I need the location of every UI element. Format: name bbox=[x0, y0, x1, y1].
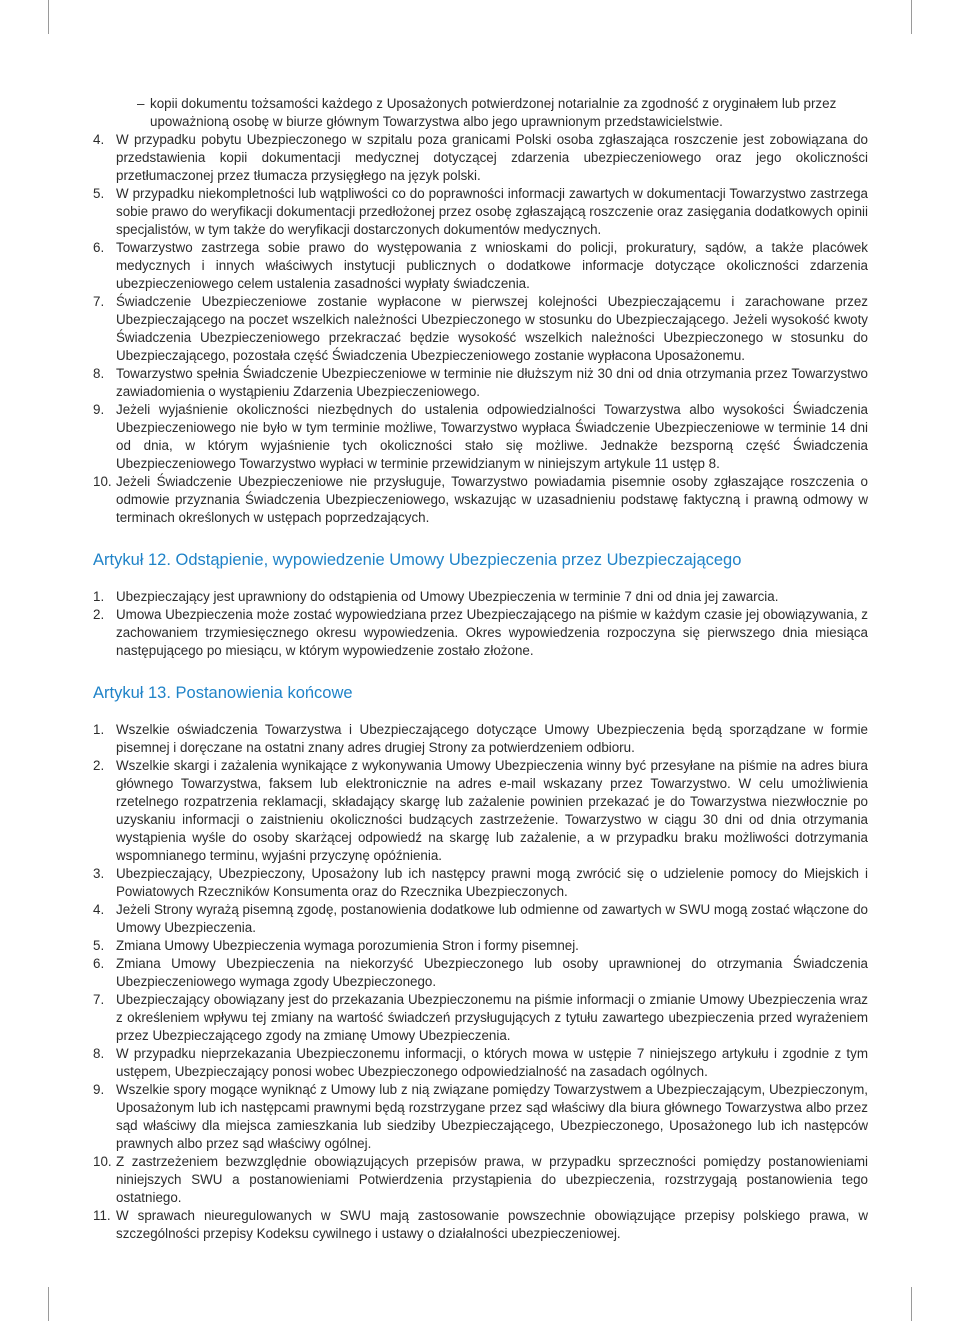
item-number: 6. bbox=[93, 240, 105, 255]
item-number: 1. bbox=[93, 589, 105, 604]
item-number: 8. bbox=[93, 1046, 105, 1061]
crop-mark bbox=[911, 0, 912, 34]
crop-mark bbox=[48, 0, 49, 34]
article-13-list bbox=[93, 721, 868, 1243]
item-number: 2. bbox=[93, 607, 105, 622]
article-12-list bbox=[93, 588, 868, 660]
item-number: 6. bbox=[93, 956, 105, 971]
item-number: 5. bbox=[93, 186, 105, 201]
item-number: 9. bbox=[93, 402, 105, 417]
item-text: Zmiana Umowy Ubezpieczenia wymaga porozumienia Stron i formy pisemnej. bbox=[116, 938, 579, 953]
item-number: 1. bbox=[93, 722, 105, 737]
item-text: Towarzystwo spełnia Świadczenie Ubezpieczeniowe w terminie nie dłuższym niż 30 dni od dnia otrzymania przez Towarzystwo zawiadomienia o wystąpieniu Zdarzenia Ubezpieczeniowego. bbox=[116, 366, 868, 399]
list-item bbox=[93, 131, 868, 185]
item-text: W sprawach nieuregulowanych w SWU mają zastosowanie powszechnie obowiązujące przepisy polskiego prawa, w szczególności przepisy Kodeksu cywilnego i ustawy o działalności ubezpieczeniowej. bbox=[116, 1208, 868, 1241]
list-item bbox=[93, 721, 868, 757]
item-text: Jeżeli Strony wyrażą pisemną zgodę, postanowienia dodatkowe lub odmienne od zawartych w SWU mogą zostać włączone do Umowy Ubezpieczenia. bbox=[116, 902, 868, 935]
list-item bbox=[93, 1153, 868, 1207]
article-13-heading: Artykuł 13. Postanowienia końcowe bbox=[93, 684, 353, 702]
numbered-list bbox=[93, 131, 868, 527]
list-item bbox=[93, 473, 868, 527]
item-text: W przypadku pobytu Ubezpieczonego w szpitalu poza granicami Polski osoba zgłaszająca roszczenie jest zobowiązana do przedstawienia kopii dokumentacji medycznej dotyczącej zdarzenia ubezpieczeniowego oraz jego okoliczności przetłumaczonej przez tłumacza przysięgłego na język polski. bbox=[116, 132, 868, 183]
item-number: 9. bbox=[93, 1082, 105, 1097]
list-item bbox=[93, 865, 868, 901]
list-item bbox=[93, 95, 868, 131]
list-item bbox=[93, 757, 868, 865]
list-item bbox=[93, 1081, 868, 1153]
item-text: Wszelkie oświadczenia Towarzystwa i Ubezpieczającego dotyczące Umowy Ubezpieczenia będą sporządzane w formie pisemnej i doręczane na ostatni znany adres drugiej Strony za potwierdzeniem odbioru. bbox=[116, 722, 868, 755]
item-text: Jeżeli Świadczenie Ubezpieczeniowe nie przysługuje, Towarzystwo powiadamia pisemnie osoby zgłaszające roszczenia o odmowie przyznania Świadczenia Ubezpieczeniowego, wskazując w uzasadnieniu podstawę faktyczną i prawną odmowy w terminach określonych w ustępach poprzedzających. bbox=[116, 474, 868, 525]
list-item bbox=[93, 588, 868, 606]
item-number: 8. bbox=[93, 366, 105, 381]
item-text: Umowa Ubezpieczenia może zostać wypowiedziana przez Ubezpieczającego na piśmie w każdym czasie jej obowiązywania, z zachowaniem trzymiesięcznego okresu wypowiedzenia. Okres wypowiedzenia rozpoczyna się pierwszego dnia miesiąca następującego po miesiącu, w którym wypowiedzenie zostało złożone. bbox=[116, 607, 868, 658]
list-dash: – bbox=[137, 96, 145, 111]
item-text: Wszelkie skargi i zażalenia wynikające z wykonywania Umowy Ubezpieczenia winny być przesyłane na piśmie na adres biura głównego Towarzystwa, faksem lub elektronicznie na adres e-mail wskazany przez Towarzystwo. W celu umożliwienia rzetelnego rozpatrzenia reklamacji, składający skargę lub zażalenie powinien przekazać je do Towarzystwa niezwłocznie po uzyskaniu informacji o zaistnieniu okoliczności budzących zastrzeżenie. Towarzystwo w ciągu 30 dni od dnia otrzymania wystąpienia wyśle do osoby skarżącej odpowiedź na skargę lub zażalenie, a w przypadku braku możliwości dotrzymania wspomnianego terminu, wyjaśni przyczynę opóźnienia. bbox=[116, 758, 868, 863]
item-number: 10. bbox=[93, 474, 112, 489]
item-text: Z zastrzeżeniem bezwzględnie obowiązujących przepisów prawa, w przypadku sprzeczności pomiędzy postanowieniami niniejszych SWU a postanowieniami Potwierdzenia przystąpienia do ubezpieczenia, rozstrzygają postanowienia tego ostatniego. bbox=[116, 1154, 868, 1205]
item-number: 4. bbox=[93, 132, 105, 147]
list-item bbox=[93, 937, 868, 955]
list-item bbox=[93, 901, 868, 937]
list-item bbox=[93, 185, 868, 239]
item-number: 11. bbox=[93, 1208, 111, 1223]
list-item bbox=[93, 293, 868, 365]
list-item bbox=[93, 365, 868, 401]
crop-mark bbox=[911, 1287, 912, 1321]
list-item bbox=[93, 606, 868, 660]
item-text: Świadczenie Ubezpieczeniowe zostanie wypłacone w pierwszej kolejności Ubezpieczającemu i zarachowane przez Ubezpieczającego na poczet wszelkich należności Ubezpieczonego w stosunku do Ubezpieczającego. Jeżeli wysokość kwoty Świadczenia Ubezpieczeniowego przekraczać będzie wysokość wszelkich należności Ubezpieczonego w stosunku do Ubezpieczającego, pozostała część Świadczenia Ubezpieczeniowego zostanie wypłacona Uposażonemu. bbox=[116, 294, 868, 363]
item-text: W przypadku niekompletności lub wątpliwości co do poprawności informacji zawartych w dokumentacji Towarzystwo zastrzega sobie prawo do weryfikacji dokumentacji przedłożonej przez osobę zgłaszającą roszczenie oraz zasięgania dodatkowych opinii specjalistów, w tym także do weryfikacji dostarczonych dokumentów medycznych. bbox=[116, 186, 868, 237]
item-text: Towarzystwo zastrzega sobie prawo do występowania z wnioskami do policji, prokuratury, sądów, a także placówek medycznych i innych właściwych instytucji publicznych o dodatkowe informacje dotyczące okoliczności zdarzenia ubezpieczeniowego celem ustalenia zasadności wypłaty świadczenia. bbox=[116, 240, 868, 291]
item-number: 4. bbox=[93, 902, 105, 917]
list-item-text: kopii dokumentu tożsamości każdego z Uposażonych potwierdzonej notarialnie za zgodność z oryginałem lub przez upoważnioną osobę w biurze głównym Towarzystwa albo jego uprawnionym przedstawicielstwie. bbox=[150, 96, 837, 129]
list-item bbox=[93, 955, 868, 991]
article-12-heading: Artykuł 12. Odstąpienie, wypowiedzenie Umowy Ubezpieczenia przez Ubezpieczającego bbox=[93, 551, 742, 569]
crop-mark bbox=[48, 1287, 49, 1321]
document-page bbox=[93, 95, 868, 1243]
list-item bbox=[93, 991, 868, 1045]
item-text: Ubezpieczający, Ubezpieczony, Uposażony lub ich następcy prawni mogą zwrócić się o udzielenie pomocy do Miejskich i Powiatowych Rzeczników Konsumenta oraz do Rzecznika Ubezpieczonych. bbox=[116, 866, 868, 899]
list-item bbox=[93, 1045, 868, 1081]
list-item bbox=[93, 401, 868, 473]
item-text: W przypadku nieprzekazania Ubezpieczonemu informacji, o których mowa w ustępie 7 niniejszego artykułu i zgodnie z tym ustępem, Ubezpieczający ponosi wobec Ubezpieczonego odpowiedzialność na zasadach ogólnych. bbox=[116, 1046, 868, 1079]
item-text: Ubezpieczający obowiązany jest do przekazania Ubezpieczonemu na piśmie informacji o zmianie Umowy Ubezpieczenia wraz z określeniem wpływu tej zmiany na wartość świadczeń przysługujących z tytułu zawartego ubezpieczenia przed wyrażeniem przez Ubezpieczającego zgody na zmianę Umowy Ubezpieczenia. bbox=[116, 992, 868, 1043]
item-text: Jeżeli wyjaśnienie okoliczności niezbędnych do ustalenia odpowiedzialności Towarzystwa albo wysokości Świadczenia Ubezpieczeniowego nie było w tym terminie możliwe, Towarzystwo wypłaca Świadczenie Ubezpieczeniowe w terminie 14 dni od dnia, w którym wyjaśnienie tych okoliczności stało się możliwe. Jednakże bezsporną część Świadczenia Ubezpieczeniowego Towarzystwo wypłaci w terminie przewidzianym w niniejszym artykule 11 ustęp 8. bbox=[116, 402, 868, 471]
list-item bbox=[93, 1207, 868, 1243]
item-text: Wszelkie spory mogące wyniknąć z Umowy lub z nią związane pomiędzy Towarzystwem a Ubezpieczającym, Ubezpieczonym, Uposażonym lub ich następcami prawnymi będą rozstrzygane przez sąd właściwy dla biura głównego Towarzystwa albo przez sąd właściwy dla miejsca zamieszkania lub siedziby Ubezpieczającego, Ubezpieczonego, Uposażonego lub ich następców prawnych albo przez sąd właściwy ogólnej. bbox=[116, 1082, 868, 1151]
item-number: 2. bbox=[93, 758, 105, 773]
item-number: 10. bbox=[93, 1154, 112, 1169]
list-item bbox=[93, 239, 868, 293]
item-number: 3. bbox=[93, 866, 105, 881]
item-number: 5. bbox=[93, 938, 105, 953]
item-number: 7. bbox=[93, 992, 105, 1007]
item-number: 7. bbox=[93, 294, 105, 309]
item-text: Zmiana Umowy Ubezpieczenia na niekorzyść Ubezpieczonego lub osoby uprawnionej do otrzymania Świadczenia Ubezpieczeniowego wymaga zgody Ubezpieczonego. bbox=[116, 956, 868, 989]
item-text: Ubezpieczający jest uprawniony do odstąpienia od Umowy Ubezpieczenia w terminie 7 dni od dnia jej zawarcia. bbox=[116, 589, 779, 604]
